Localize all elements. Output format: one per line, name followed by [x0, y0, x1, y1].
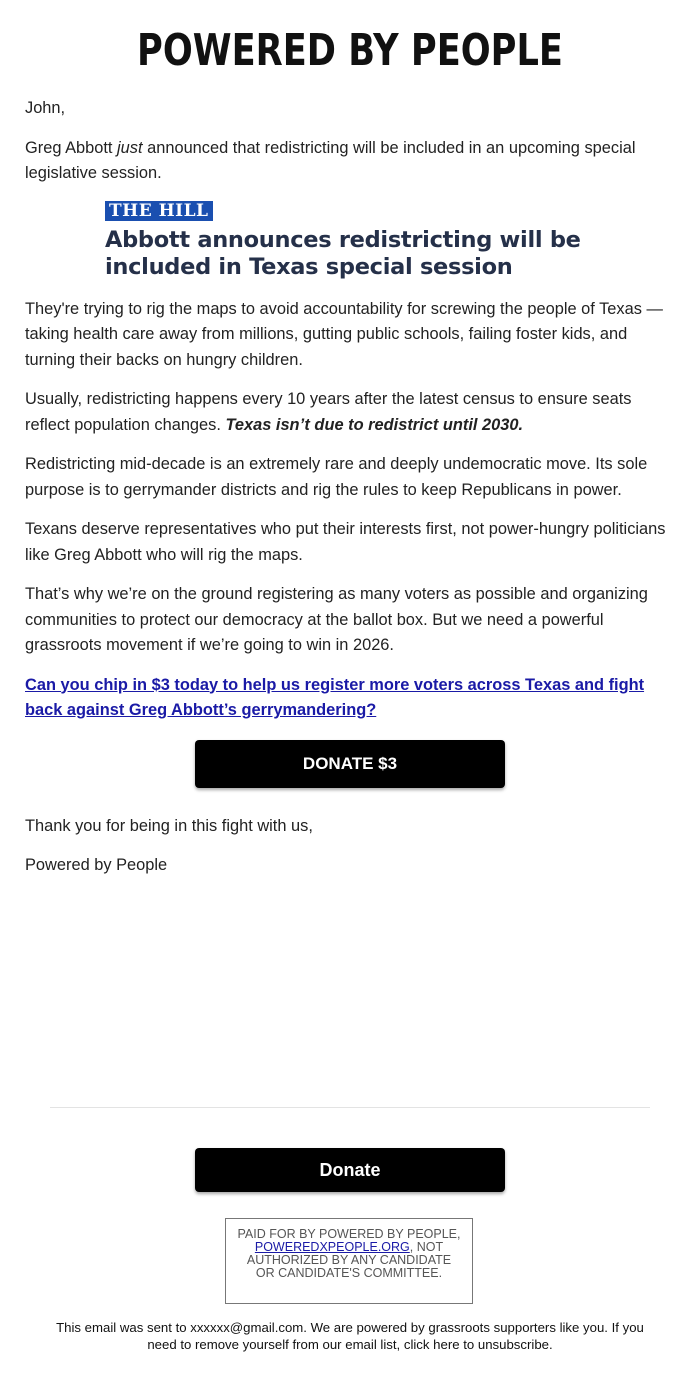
donate-cta-link[interactable]: Can you chip in $3 today to help us register more voters across Texas and fight back against Greg Abbott’s gerrymandering?: [25, 675, 645, 719]
paragraph-announcement: Greg Abbott just announced that redistricting will be included in an upcoming special legislative session.: [25, 138, 636, 182]
paragraph-grassroots: That’s why we’re on the ground registering as many voters as possible and organizing communities to protect our democracy at the ballot box. But we need a powerful grassroots movement if we’re going to win in 2026.: [25, 585, 648, 654]
legal-footer-text: This email was sent to xxxxxx@gmail.com. We are powered by grassroots supporters like you. If you need to remove yourself from our email list, click here to unsubscribe.: [56, 1320, 644, 1352]
paragraph-representatives: Texans deserve representatives who put their interests first, not power-hungry politicians like Greg Abbott who will rig the maps.: [25, 520, 666, 564]
paragraph-mid-decade: Redistricting mid-decade is an extremely rare and deeply undemocratic move. Its sole purpose is to gerrymander districts and rig the rules to keep Republicans in power.: [25, 455, 648, 499]
emphasis-2030: Texas isn’t due to redistrict until 2030.: [225, 415, 524, 434]
brand-logo: POWERED BY PEOPLE: [137, 25, 563, 76]
website-link[interactable]: POWEREDXPEOPLE.ORG: [254, 1240, 410, 1254]
footer-divider: [50, 1107, 650, 1108]
closing-line: Thank you for being in this fight with us,: [25, 816, 313, 835]
emphasis-just: just: [117, 138, 143, 157]
greeting: John,: [25, 99, 66, 117]
paid-for-disclaimer: PAID FOR BY POWERED BY PEOPLE, POWEREDXPEOPLE.ORG, NOT AUTHORIZED BY ANY CANDIDATE OR CANDIDATE'S COMMITTEE.: [225, 1218, 473, 1304]
donate-3-button[interactable]: DONATE $3: [195, 740, 505, 788]
paragraph-census: Usually, redistricting happens every 10 years after the latest census to ensure seats reflect population changes. Texas isn’t due to redistrict until 2030.: [25, 390, 632, 434]
news-headline-image: [105, 201, 605, 281]
paragraph-rig-maps: They're trying to rig the maps to avoid accountability for screwing the people of Texas — taking health care away from millions, gutting public schools, failing foster kids, and turning their backs on hungry children.: [25, 299, 663, 369]
the-hill-logo: THE HILL: [105, 201, 213, 221]
footer-donate-button[interactable]: Donate: [195, 1148, 505, 1192]
news-headline: Abbott announces redistricting will be included in Texas special session: [105, 226, 581, 280]
email-body: [25, 96, 675, 893]
signature: Powered by People: [25, 856, 168, 874]
